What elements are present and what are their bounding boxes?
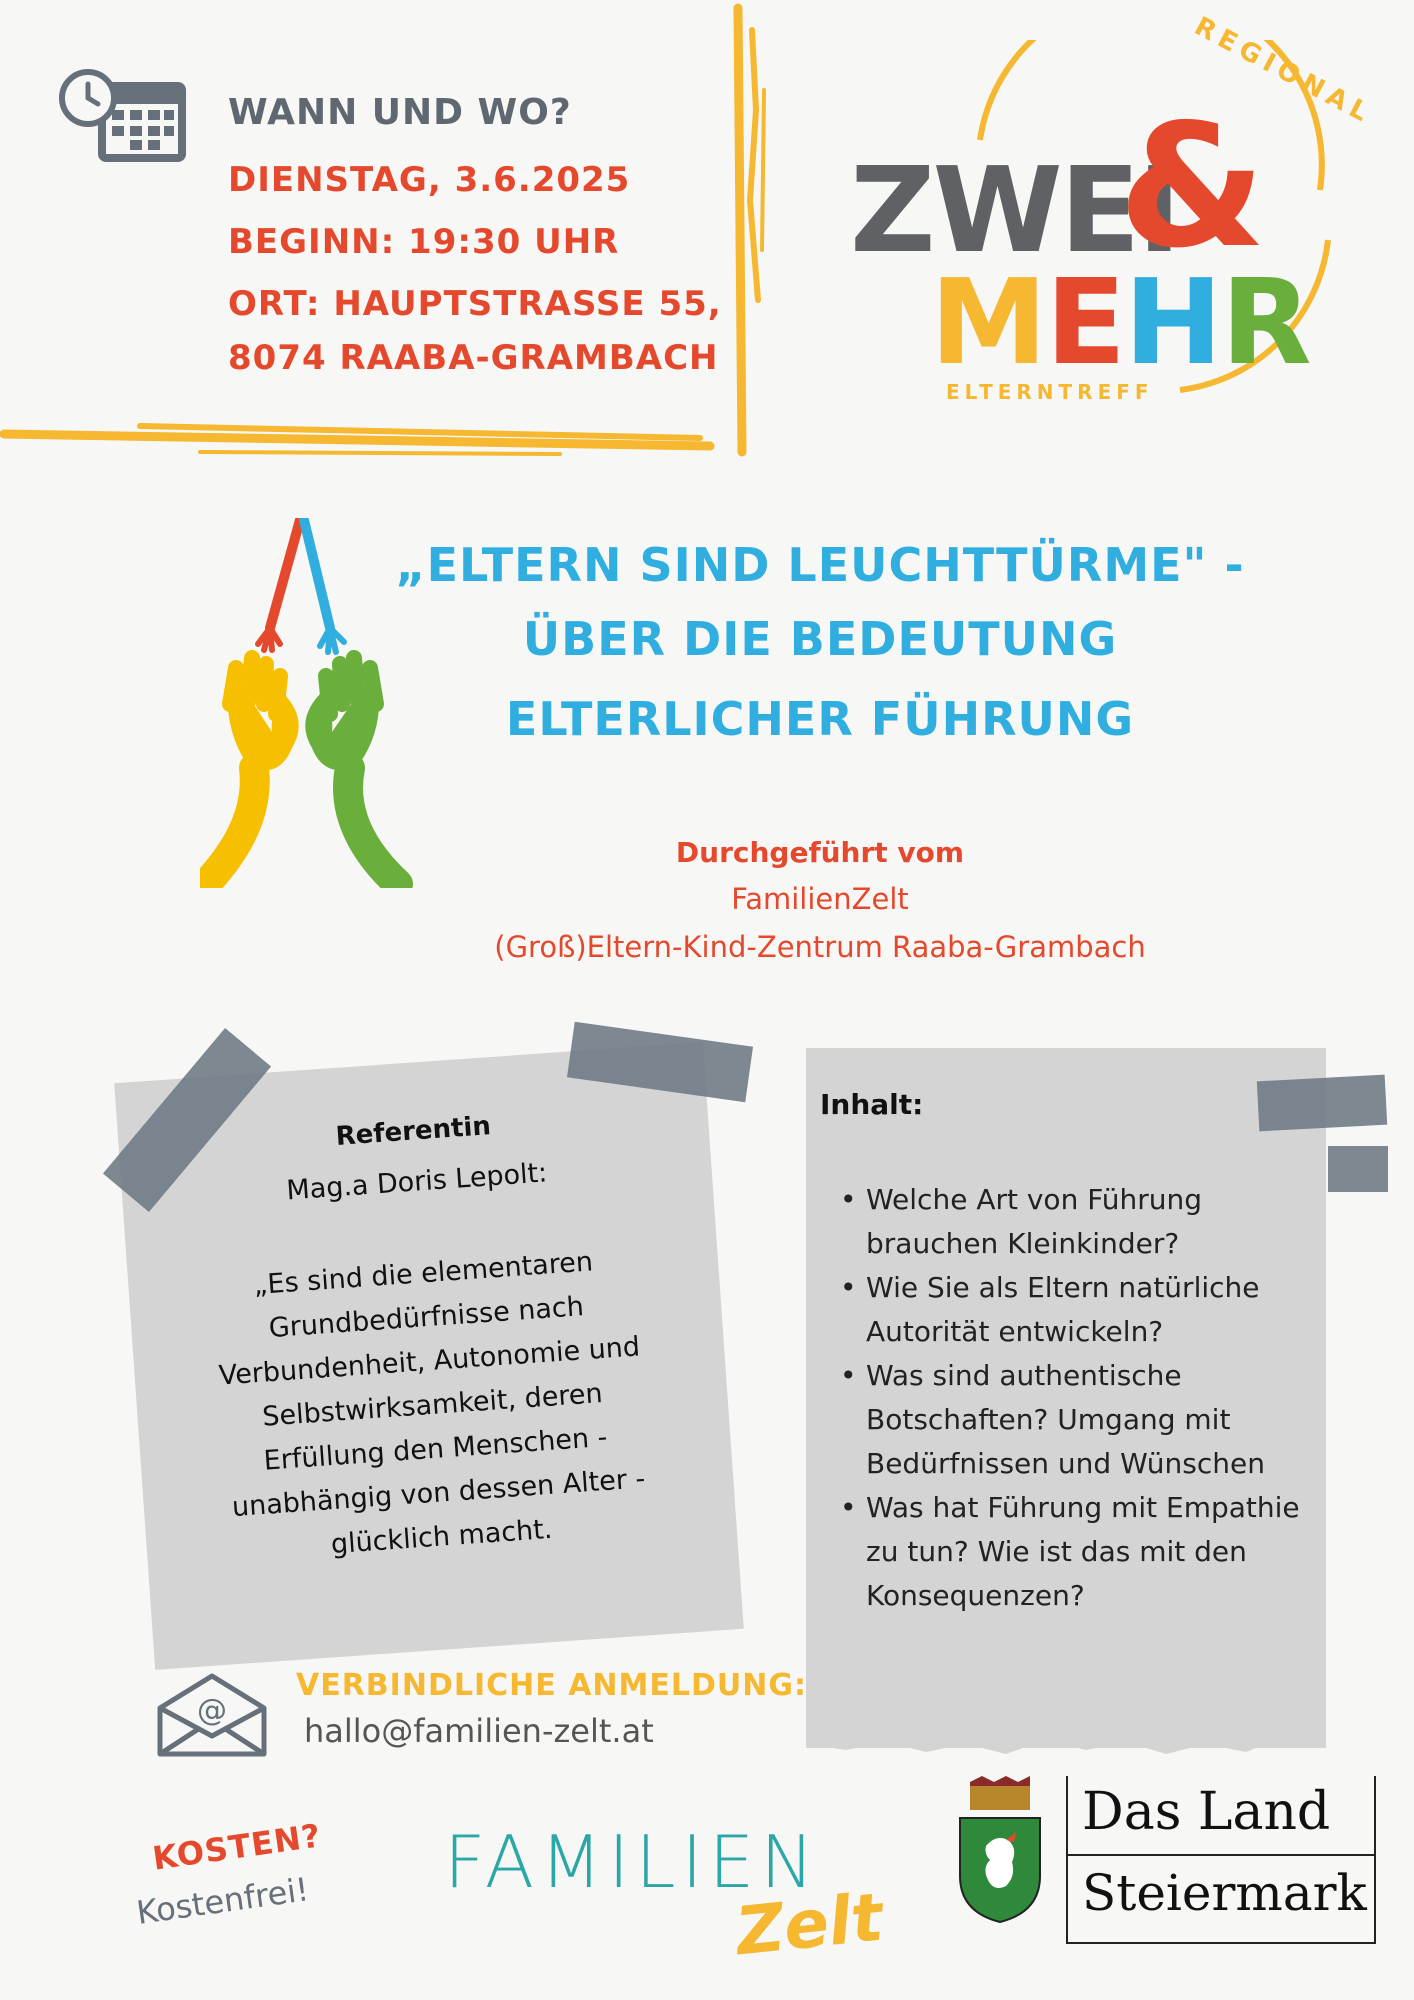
list-item: • Welche Art von Führung brauchen Kleinkinder? <box>836 1178 1316 1266</box>
content-heading: Inhalt: <box>820 1088 924 1121</box>
event-title-line3: ELTERLICHER FÜHRUNG <box>505 692 1135 746</box>
quote-line: Erfüllung den Menschen - <box>262 1421 609 1477</box>
land-logo-divider <box>1068 1854 1374 1856</box>
registration-email[interactable]: hallo@familien-zelt.at <box>304 1712 654 1750</box>
zwei-mehr-logo <box>850 11 1378 420</box>
cost-question: KOSTEN? <box>150 1816 324 1878</box>
content-list <box>836 1178 1316 1618</box>
quote-line: glücklich macht. <box>329 1513 554 1561</box>
steiermark-coat-of-arms-icon <box>956 1776 1044 1924</box>
calendar-clock-icon <box>58 68 192 168</box>
event-city: 8074 RAABA-GRAMBACH <box>228 338 719 378</box>
list-item: • Was sind authentische Botschaften? Umgang mit Bedürfnissen und Wünschen <box>836 1354 1316 1486</box>
quote-line: Selbstwirksamkeit, deren <box>261 1378 604 1433</box>
tape-strip <box>1257 1075 1387 1132</box>
logo-word-zwei: ZWEI <box>850 141 1179 279</box>
logo-ampersand: & <box>1118 88 1264 286</box>
when-where-heading: WANN UND WO? <box>228 92 572 133</box>
registration-label: VERBINDLICHE ANMELDUNG: <box>296 1668 807 1703</box>
event-address: ORT: HAUPTSTRASSE 55, <box>228 284 722 324</box>
quote-line: Grundbedürfnisse nach <box>267 1291 585 1345</box>
quote-line: unabhängig von dessen Alter - <box>230 1463 647 1524</box>
familienzelt-logo-word: FAMILIEN <box>444 1820 821 1904</box>
svg-text:@: @ <box>197 1693 227 1728</box>
tape-strip <box>1328 1146 1388 1192</box>
event-title-line2: ÜBER DIE BEDEUTUNG <box>522 612 1118 666</box>
organizer-name: FamilienZelt <box>731 882 909 916</box>
quote-line: „Es sind die elementaren <box>252 1246 594 1302</box>
list-item: • Wie Sie als Eltern natürliche Autorität entwickeln? <box>836 1266 1316 1354</box>
organizer-label: Durchgeführt vom <box>675 836 965 869</box>
list-item: • Was hat Führung mit Empathie zu tun? Wie ist das mit den Konsequenzen? <box>836 1486 1316 1618</box>
logo-word-mehr: MEHR <box>930 253 1310 391</box>
email-envelope-icon <box>156 1672 268 1758</box>
speaker-name: Mag.a Doris Lepolt: <box>285 1157 549 1207</box>
event-title-line1: „ELTERN SIND LEUCHTTÜRME" - <box>395 538 1245 592</box>
cost-answer: Kostenfrei! <box>134 1870 312 1932</box>
land-logo-line1: Das Land <box>1082 1782 1331 1842</box>
speaker-label: Referentin <box>334 1111 492 1152</box>
event-start-time: BEGINN: 19:30 UHR <box>228 222 620 262</box>
familienzelt-logo-zelt: Zelt <box>732 1878 887 1971</box>
torn-edge <box>806 1728 1326 1768</box>
logo-elterntreff-text: ELTERNTREFF <box>946 380 1154 404</box>
land-steiermark-box <box>1066 1776 1376 1944</box>
content-note <box>806 1048 1326 1748</box>
speaker-quote <box>127 1232 737 1580</box>
organizer-center: (Groß)Eltern-Kind-Zentrum Raaba-Grambach <box>494 930 1146 964</box>
event-date: DIENSTAG, 3.6.2025 <box>228 160 631 200</box>
quote-line: Verbundenheit, Autonomie und <box>217 1331 641 1392</box>
land-logo-line2: Steiermark <box>1082 1864 1367 1922</box>
logo-regional-text: REGIONAL <box>1189 11 1378 131</box>
